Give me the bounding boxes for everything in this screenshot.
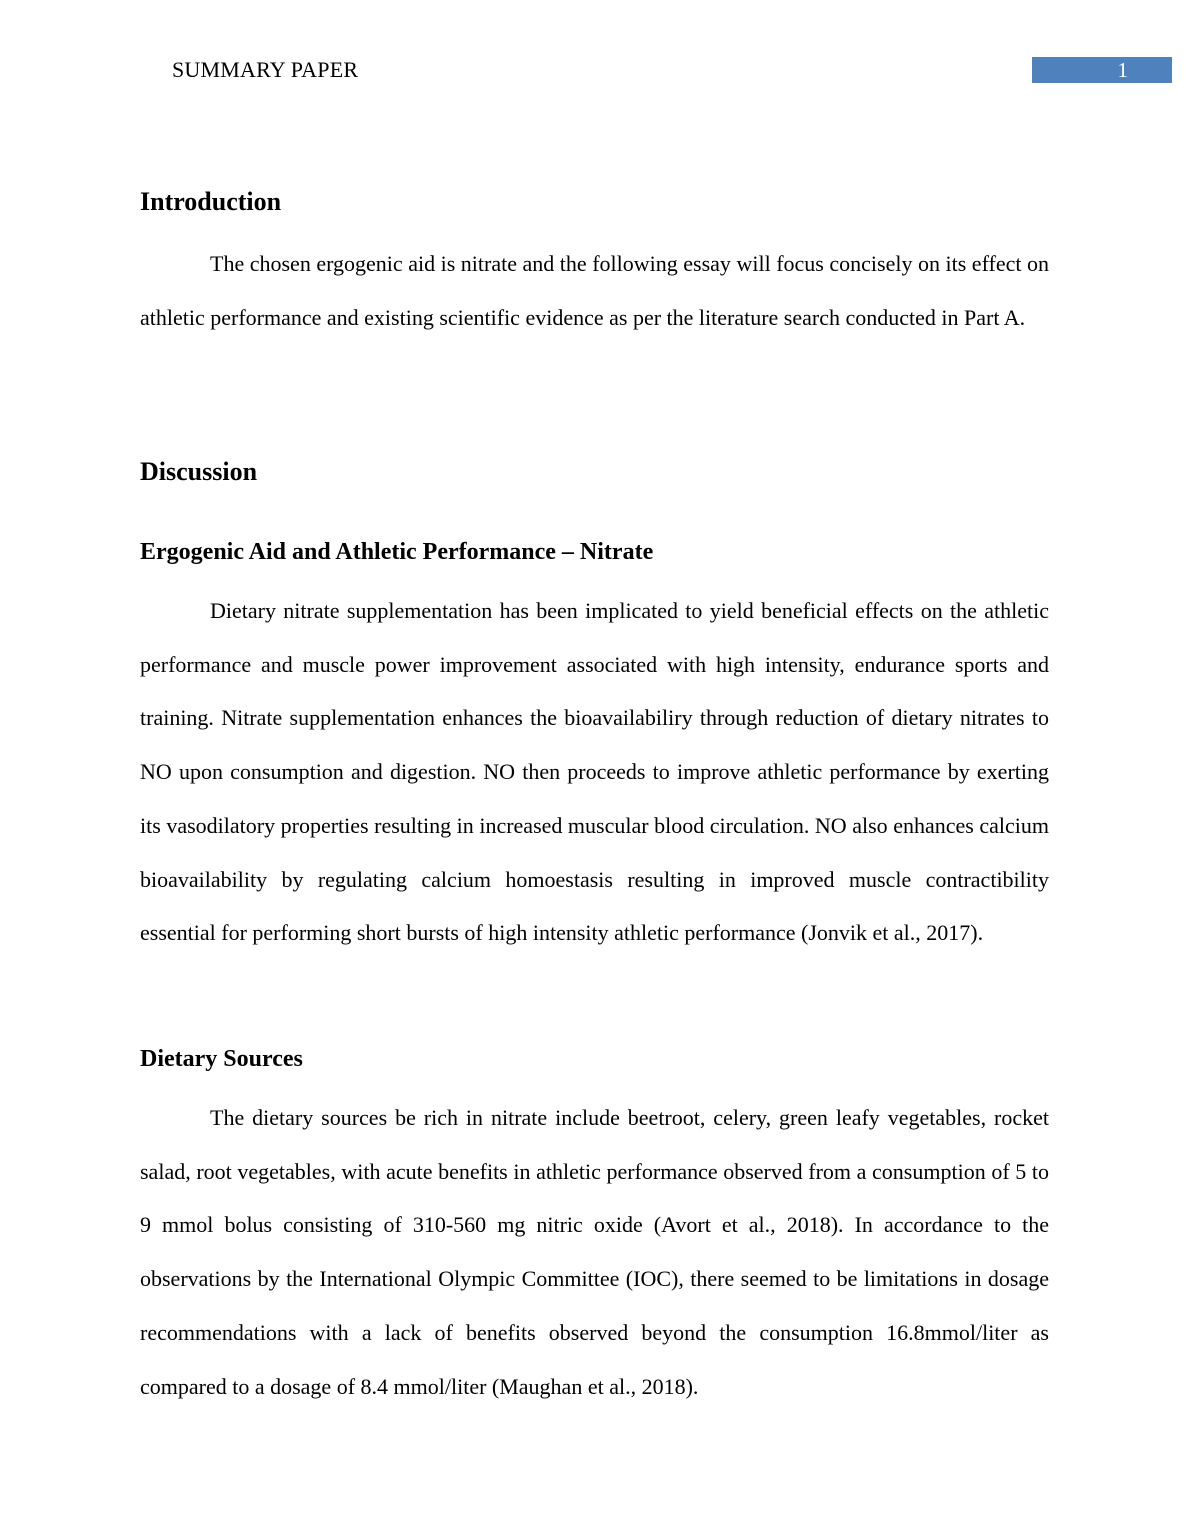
page-number-box [1032,57,1172,83]
dietary-paragraph: The dietary sources be rich in nitrate include beetroot, celery, green leafy vegetables, rocket salad, root vegetables, with acute benefits in athletic performance observed from a consumption of 5 to 9 mmol bolus consisting of 310-560 mg nitric oxide (Avort et al., 2018). In accordance to the observations by the International Olympic Committee (IOC), there seemed to be limitations in dosage recommendations with a lack of benefits observed beyond the consumption 16.8mmol/liter as compared to a dosage of 8.4 mmol/liter (Maughan et al., 2018). [140,1105,1049,1399]
ergogenic-paragraph: Dietary nitrate supplementation has been implicated to yield beneficial effects on the athletic performance and muscle power improvement associated with high intensity, endurance sports and training. Nitrate supplementation enhances the bioavailabiliry through reduction of dietary nitrates to NO upon consumption and digestion. NO then proceeds to improve athletic performance by exerting its vasodilatory properties resulting in increased muscular blood circulation. NO also enhances calcium bioavailability by regulating calcium homoestasis resulting in improved muscle contractibility essential for performing short bursts of high intensity athletic performance (Jonvik et al., 2017). [140,598,1049,946]
page-number: 1 [1117,58,1128,82]
introduction-heading: Introduction [140,187,282,216]
running-head: SUMMARY PAPER [172,57,359,82]
dietary-heading: Dietary Sources [140,1046,303,1072]
introduction-paragraph: The chosen ergogenic aid is nitrate and the following essay will focus concisely on its effect on athletic performance and existing scientific evidence as per the literature search conducted in Part A. [140,251,1049,330]
ergogenic-heading: Ergogenic Aid and Athletic Performance – Nitrate [140,539,654,565]
discussion-heading: Discussion [140,457,258,486]
